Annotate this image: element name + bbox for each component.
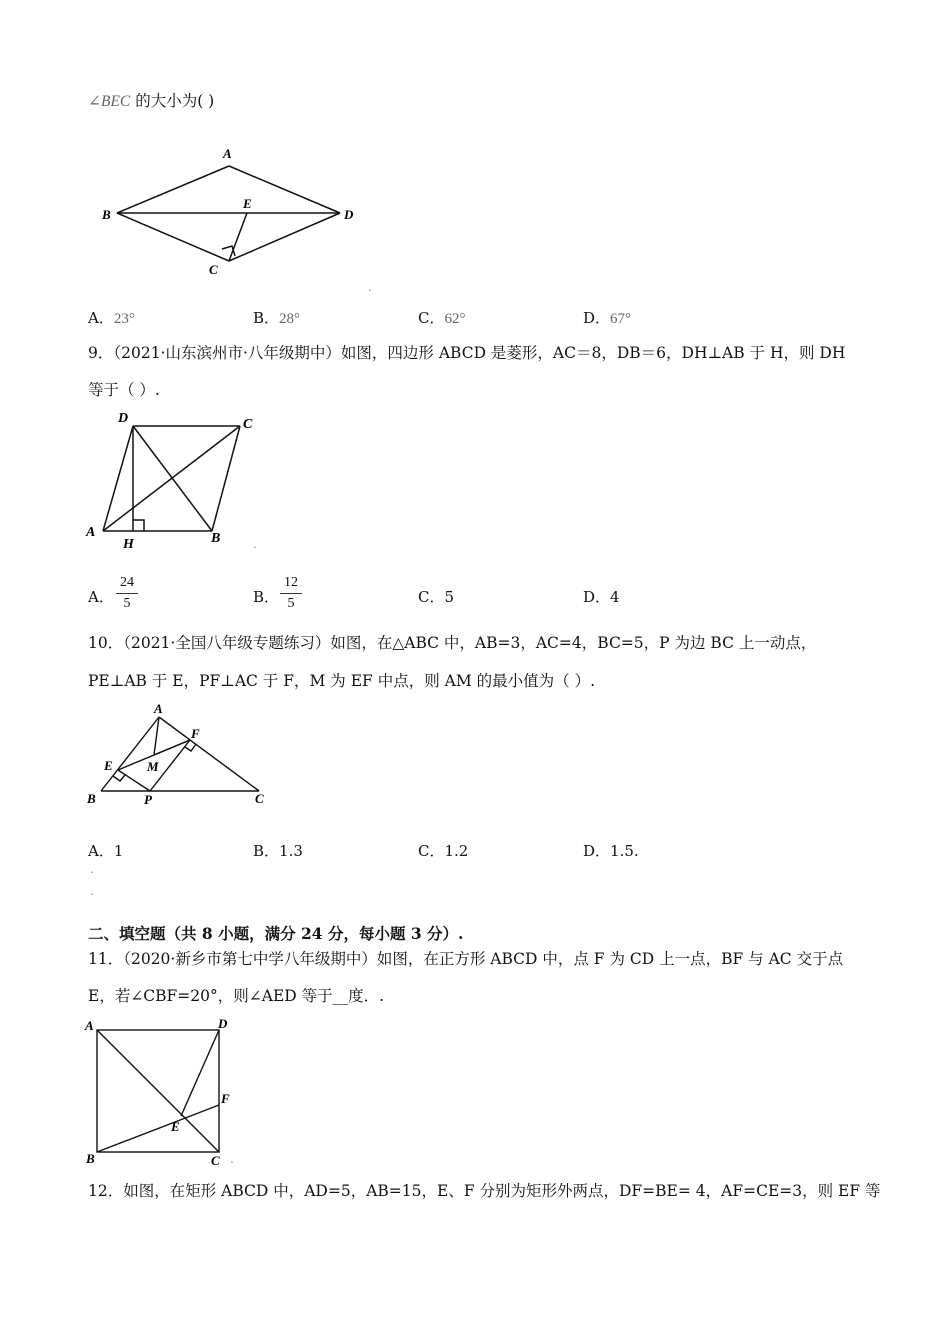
q9-label-c: C	[243, 417, 253, 432]
q8-option-d-letter: D．	[583, 309, 611, 327]
section-2-title: 二、填空题（共 8 小题，满分 24 分，每小题 3 分）.	[88, 924, 464, 943]
q8-option-c-value: 62°	[444, 311, 466, 327]
q8-stem-tail: 的大小为( )	[130, 92, 215, 110]
q10-label-e: E	[104, 758, 113, 773]
q8-option-a-letter: A．	[88, 309, 114, 327]
q9-option-a-letter: A．	[88, 588, 114, 606]
q11-label-d: D	[218, 1016, 228, 1031]
stray-mark-1: .	[90, 862, 94, 876]
q11-label-a: A	[85, 1018, 94, 1033]
q9-label-a: A	[86, 525, 96, 540]
q8-label-d: D	[344, 207, 354, 222]
q12-stem-line1: 12．如图，在矩形 ABCD 中，AD=5，AB=15，E、F 分别为矩形外两点，DF=BE= 4，AF=CE=3，则 EF 等	[88, 1182, 881, 1200]
q11-label-b: B	[86, 1151, 95, 1166]
q9-stem-line1: 9．（2021·山东滨州市·八年级期中）如图，四边形 ABCD 是菱形，AC＝8，DB＝6，DH⊥AB 于 H，则 DH	[88, 344, 846, 362]
q8-option-b-letter: B．	[253, 309, 280, 327]
q10-label-p: P	[144, 792, 152, 807]
q10-option-c-value: 1.2	[444, 842, 469, 860]
q8-label-a: A	[223, 146, 232, 161]
q10-label-b: B	[87, 791, 96, 806]
q10-label-m: M	[147, 759, 159, 774]
q11-stem-line1: 11．（2020·新乡市第七中学八年级期中）如图，在正方形 ABCD 中，点 F 为 CD 上一点，BF 与 AC 交于点	[88, 950, 844, 968]
q8-option-c-letter: C．	[418, 309, 445, 327]
q9-option-b-letter: B．	[253, 588, 280, 606]
q9-figure-mark: .	[253, 537, 257, 551]
q10-option-a-value: 1	[113, 842, 124, 860]
q9-stem-line2: 等于（ ）.	[88, 381, 160, 399]
q11-label-c: C	[211, 1153, 220, 1168]
q9-label-b: B	[211, 531, 221, 546]
q10-option-d-value: 1.5.	[610, 842, 639, 860]
q10-stem-line2: PE⊥AB 于 E，PF⊥AC 于 F，M 为 EF 中点，则 AM 的最小值为（ ）.	[88, 672, 595, 690]
q10-label-a: A	[154, 701, 163, 716]
q10-label-f: F	[191, 726, 200, 741]
q10-option-c-letter: C．	[418, 842, 445, 860]
q11-label-f: F	[221, 1091, 230, 1106]
q11-label-e: E	[171, 1119, 180, 1134]
q8-label-b: B	[102, 207, 111, 222]
q9-option-c-value: 5	[444, 588, 455, 606]
q8-option-d-value: 67°	[610, 311, 632, 327]
q9-option-b-numerator: 12	[280, 575, 302, 594]
q9-label-d: D	[118, 411, 129, 426]
q10-option-b-value: 1.3	[279, 842, 303, 860]
q9-option-d-letter: D．	[583, 588, 611, 606]
q9-option-b-denominator: 5	[287, 596, 295, 611]
q9-option-a-denominator: 5	[123, 596, 131, 611]
q8-angle: ∠BEC	[88, 93, 131, 110]
q8-option-b-value: 28°	[279, 311, 301, 327]
q10-option-a-letter: A．	[88, 842, 114, 860]
q8-label-c: C	[209, 262, 218, 277]
q10-option-b-letter: B．	[253, 842, 280, 860]
q9-option-a-numerator: 24	[116, 575, 138, 594]
q8-figure-mark: .	[368, 280, 372, 294]
q9-option-c-letter: C．	[418, 588, 445, 606]
q11-stem-line2: E，若∠CBF=20°，则∠AED 等于__度．.	[88, 987, 385, 1005]
q8-label-e: E	[243, 196, 252, 211]
q9-option-d-value: 4	[610, 588, 620, 606]
q10-option-d-letter: D．	[583, 842, 611, 860]
q11-figure-mark: .	[230, 1152, 234, 1166]
stray-mark-2: .	[90, 884, 94, 898]
q10-stem-line1: 10．（2021·全国八年级专题练习）如图，在△ABC 中，AB=3，AC=4，BC=5，P 为边 BC 上一动点，	[88, 634, 817, 652]
q9-label-h: H	[123, 537, 134, 552]
q8-option-a-value: 23°	[113, 311, 135, 327]
q10-label-c: C	[255, 791, 264, 806]
